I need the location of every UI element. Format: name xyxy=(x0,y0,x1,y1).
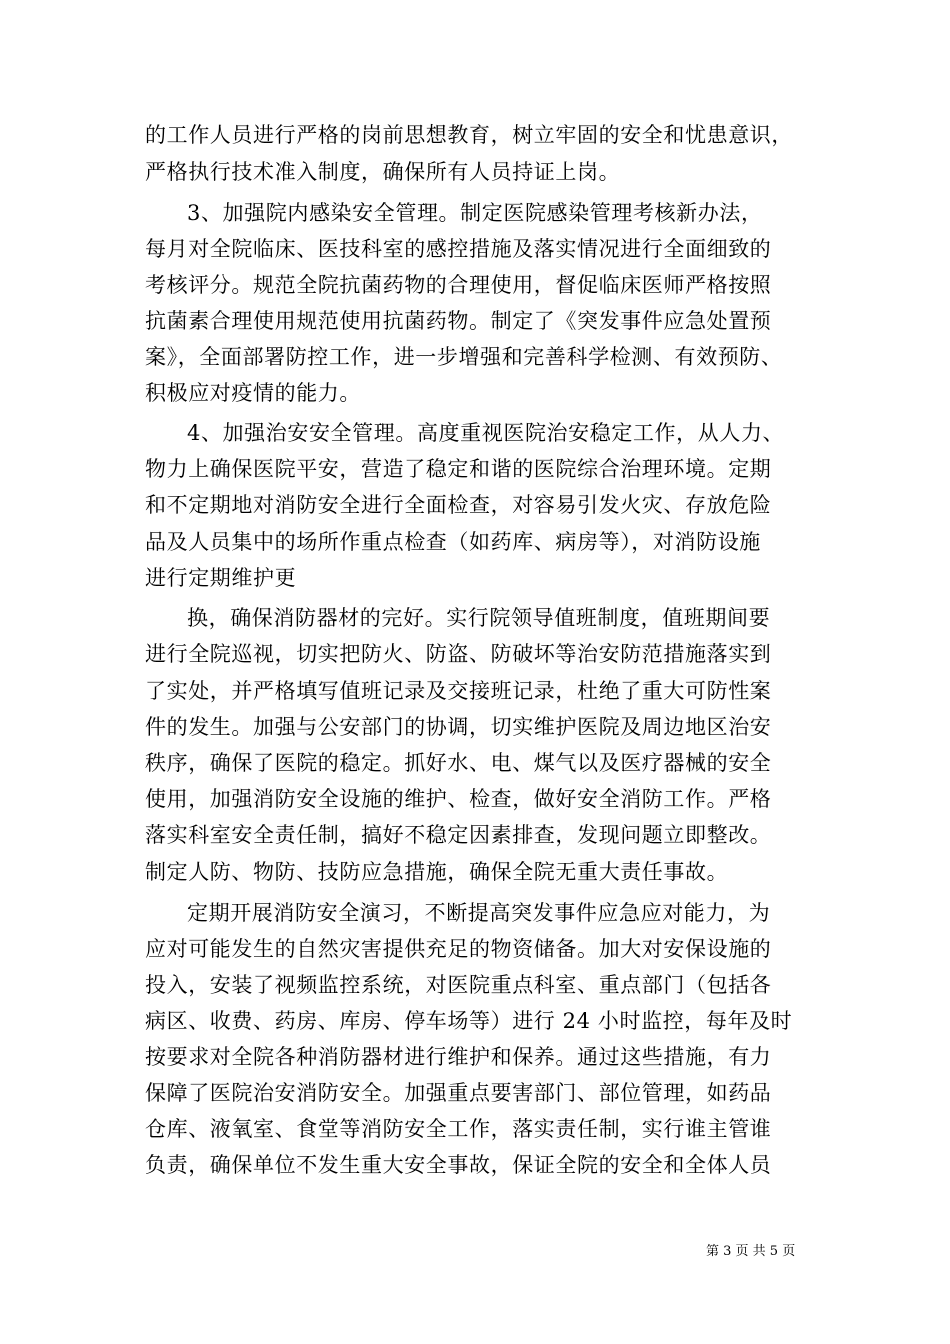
text-line: 负责，确保单位不发生重大安全事故，保证全院的安全和全体人员 xyxy=(145,1153,772,1177)
text-line: 3、加强院内感染安全管理。制定医院感染管理考核新办法， xyxy=(187,201,763,225)
text-line: 每月对全院临床、医技科室的感控措施及落实情况进行全面细致的 xyxy=(145,237,772,261)
text-line: 物力上确保医院平安，营造了稳定和谐的医院综合治理环境。定期 xyxy=(145,457,772,481)
text-line: 换，确保消防器材的完好。实行院领导值班制度，值班期间要 xyxy=(187,606,771,630)
text-line: 件的发生。加强与公安部门的协调，切实维护医院及周边地区治安 xyxy=(145,715,772,739)
text-line: 进行全院巡视，切实把防火、防盗、防破坏等治安防范措施落实到 xyxy=(145,642,772,666)
text-line: 的工作人员进行严格的岗前思想教育，树立牢固的安全和忧患意识， xyxy=(145,123,793,147)
text-line: 严格执行技术准入制度，确保所有人员持证上岗。 xyxy=(145,160,621,184)
text-line: 进行定期维护更 xyxy=(145,566,297,590)
text-line: 定期开展消防安全演习，不断提高突发事件应急应对能力，为 xyxy=(187,901,771,925)
text-line: 4、加强治安安全管理。高度重视医院治安稳定工作，从人力、 xyxy=(187,421,785,445)
text-line: 秩序，确保了医院的稳定。抓好水、电、煤气以及医疗器械的安全 xyxy=(145,751,772,775)
text-line: 按要求对全院各种消防器材进行维护和保养。通过这些措施，有力 xyxy=(145,1045,772,1069)
text-line: 和不定期地对消防安全进行全面检查，对容易引发火灾、存放危险 xyxy=(145,493,772,517)
text-line: 保障了医院治安消防安全。加强重点要害部门、部位管理，如药品 xyxy=(145,1081,772,1105)
text-line: 抗菌素合理使用规范使用抗菌药物。制定了《突发事件应急处置预 xyxy=(145,309,772,333)
text-line: 制定人防、物防、技防应急措施，确保全院无重大责任事故。 xyxy=(145,860,729,884)
text-line: 品及人员集中的场所作重点检查（如药库、病房等），对消防设施 xyxy=(145,530,761,554)
text-line: 积极应对疫情的能力。 xyxy=(145,381,361,405)
text-line: 使用，加强消防安全设施的维护、检查，做好安全消防工作。严格 xyxy=(145,787,772,811)
text-line: 投入，安装了视频监控系统，对医院重点科室、重点部门（包括各 xyxy=(145,973,772,997)
text-line: 了实处，并严格填写值班记录及交接班记录，杜绝了重大可防性案 xyxy=(145,679,772,703)
text-line: 考核评分。规范全院抗菌药物的合理使用，督促临床医师严格按照 xyxy=(145,273,772,297)
text-line: 仓库、液氧室、食堂等消防安全工作，落实责任制，实行谁主管谁 xyxy=(145,1117,772,1141)
page-number-footer: 第 3 页 共 5 页 xyxy=(706,1244,796,1259)
text-line: 病区、收费、药房、库房、停车场等）进行 24 小时监控，每年及时 xyxy=(145,1009,793,1033)
text-line: 应对可能发生的自然灾害提供充足的物资储备。加大对安保设施的 xyxy=(145,937,772,961)
text-line: 落实科室安全责任制，搞好不稳定因素排查，发现问题立即整改。 xyxy=(145,823,772,847)
text-line: 案》，全面部署防控工作，进一步增强和完善科学检测、有效预防、 xyxy=(145,345,783,369)
